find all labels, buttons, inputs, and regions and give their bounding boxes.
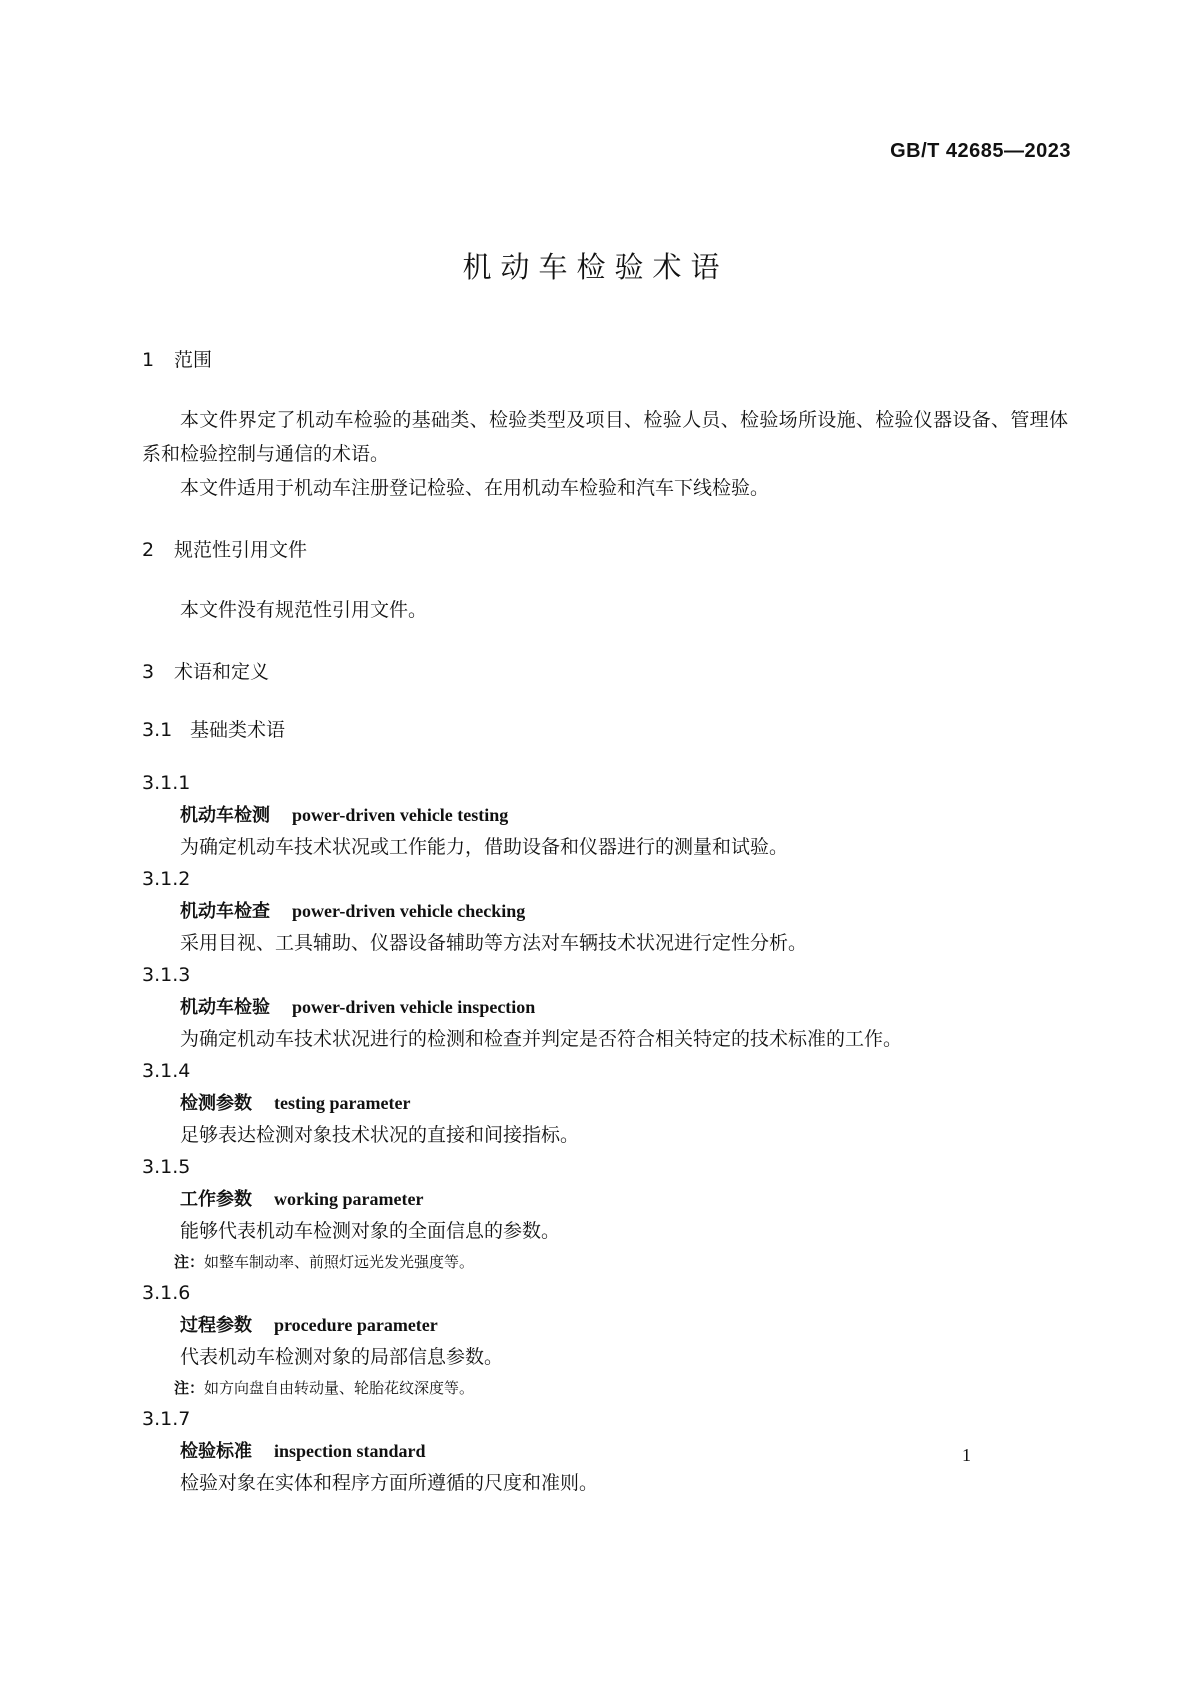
term-heading xyxy=(142,991,1068,1023)
section-number: 2 xyxy=(142,539,155,561)
term-number: 3.1.3 xyxy=(142,964,191,986)
scope-paragraph-1: 本文件界定了机动车检验的基础类、检验类型及项目、检验人员、检验场所设施、检验仪器设备、管理体系和检验控制与通信的术语。 xyxy=(142,409,1068,465)
term-english: testing parameter xyxy=(274,1093,411,1113)
note-text: 如方向盘自由转动量、轮胎花纹深度等。 xyxy=(204,1379,475,1397)
term-chinese: 工作参数 xyxy=(180,1189,252,1210)
term-chinese: 检验标准 xyxy=(180,1441,252,1462)
section-number: 1 xyxy=(142,349,155,371)
note-label: 注： xyxy=(174,1379,205,1397)
term-entry xyxy=(142,1151,1068,1277)
term-entry xyxy=(142,863,1068,959)
subsection-3-1-heading xyxy=(142,715,1068,745)
term-definition: 采用目视、工具辅助、仪器设备辅助等方法对车辆技术状况进行定性分析。 xyxy=(180,932,808,954)
term-entry xyxy=(142,1277,1068,1403)
term-definition: 检验对象在实体和程序方面所遵循的尺度和准则。 xyxy=(180,1472,599,1494)
scope-paragraph-2: 本文件适用于机动车注册登记检验、在用机动车检验和汽车下线检验。 xyxy=(180,477,770,499)
note-label: 注： xyxy=(174,1253,205,1271)
term-number: 3.1.7 xyxy=(142,1408,191,1430)
references-paragraph: 本文件没有规范性引用文件。 xyxy=(180,599,428,621)
section-3-heading xyxy=(142,657,1068,687)
term-english: working parameter xyxy=(274,1189,424,1209)
section-2-heading xyxy=(142,535,1068,565)
term-chinese: 机动车检测 xyxy=(180,805,270,826)
term-heading xyxy=(142,1435,1068,1467)
term-entry xyxy=(142,1403,1068,1499)
term-english: power-driven vehicle inspection xyxy=(292,997,536,1017)
term-number: 3.1.4 xyxy=(142,1060,191,1082)
page-number: 1 xyxy=(962,1445,971,1465)
term-english: inspection standard xyxy=(274,1441,426,1461)
section-title: 规范性引用文件 xyxy=(174,539,308,561)
term-number: 3.1.2 xyxy=(142,868,191,890)
term-note xyxy=(142,1247,1068,1277)
term-english: power-driven vehicle testing xyxy=(292,805,509,825)
term-chinese: 过程参数 xyxy=(180,1315,252,1336)
section-1-heading xyxy=(142,345,1068,375)
term-chinese: 机动车检查 xyxy=(180,901,270,922)
term-english: procedure parameter xyxy=(274,1315,438,1335)
term-definition: 能够代表机动车检测对象的全面信息的参数。 xyxy=(180,1220,561,1242)
term-heading xyxy=(142,895,1068,927)
term-note xyxy=(142,1373,1068,1403)
term-heading xyxy=(142,1087,1068,1119)
term-number: 3.1.5 xyxy=(142,1156,191,1178)
subsection-number: 3.1 xyxy=(142,719,173,741)
term-entry xyxy=(142,767,1068,863)
term-definition: 代表机动车检测对象的局部信息参数。 xyxy=(180,1346,504,1368)
term-number: 3.1.6 xyxy=(142,1282,191,1304)
term-heading xyxy=(142,1183,1068,1215)
term-definition: 为确定机动车技术状况或工作能力，借助设备和仪器进行的测量和试验。 xyxy=(180,836,789,858)
section-title: 范围 xyxy=(174,349,213,371)
term-chinese: 机动车检验 xyxy=(180,997,270,1018)
term-entry xyxy=(142,959,1068,1055)
term-heading xyxy=(142,799,1068,831)
term-entry xyxy=(142,1055,1068,1151)
term-heading xyxy=(142,1309,1068,1341)
section-number: 3 xyxy=(142,661,155,683)
section-title: 术语和定义 xyxy=(174,661,270,683)
term-english: power-driven vehicle checking xyxy=(292,901,526,921)
term-chinese: 检测参数 xyxy=(180,1093,252,1114)
document-body xyxy=(142,345,1068,1499)
term-definition: 足够表达检测对象技术状况的直接和间接指标。 xyxy=(180,1124,580,1146)
term-definition: 为确定机动车技术状况进行的检测和检查并判定是否符合相关特定的技术标准的工作。 xyxy=(180,1028,903,1050)
document-title: 机动车检验术语 xyxy=(462,250,729,284)
subsection-title: 基础类术语 xyxy=(190,719,286,741)
standard-code: GB/T 42685—2023 xyxy=(890,140,1071,162)
note-text: 如整车制动率、前照灯远光发光强度等。 xyxy=(204,1253,475,1271)
term-number: 3.1.1 xyxy=(142,772,191,794)
